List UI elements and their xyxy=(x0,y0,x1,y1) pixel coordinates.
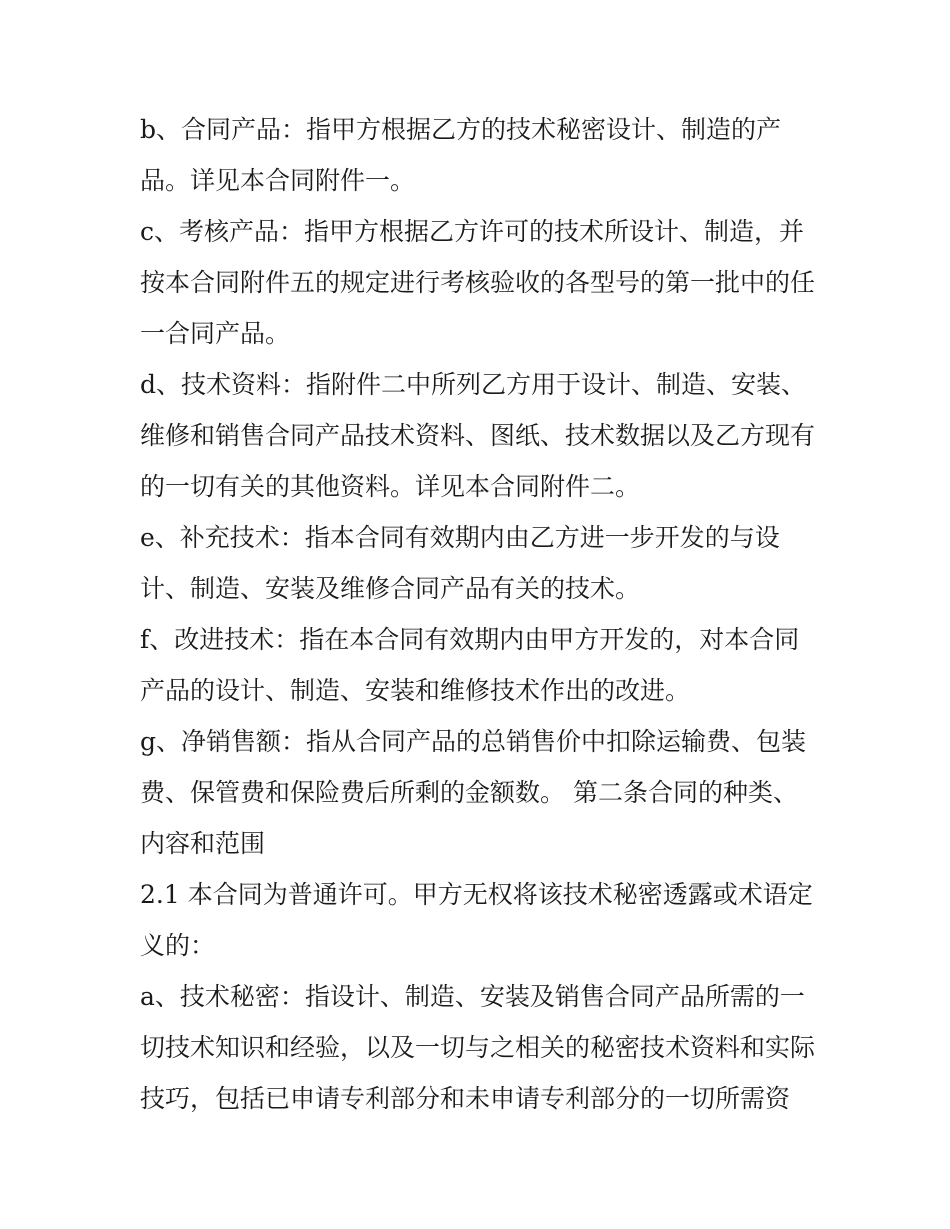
text-line-11: f、改进技术：指在本合同有效期内由甲方开发的，对本合同 xyxy=(140,625,800,654)
text-line-19: 切技术知识和经验，以及一切与之相关的秘密技术资料和实际 xyxy=(140,1033,816,1062)
text-line-10: 计、制造、安装及维修合同产品有关的技术。 xyxy=(140,574,641,603)
text-line-20: 技巧，包括已申请专利部分和未申请专利部分的一切所需资 xyxy=(140,1084,791,1113)
text-line-2: 品。详见本合同附件一。 xyxy=(140,166,416,195)
text-line-13: g、净销售额：指从合同产品的总销售价中扣除运输费、包装 xyxy=(140,727,807,756)
text-line-6: d、技术资料：指附件二中所列乙方用于设计、制造、安装、 xyxy=(140,370,807,399)
document-body xyxy=(140,104,820,1124)
text-line-8: 的一切有关的其他资料。详见本合同附件二。 xyxy=(140,472,641,501)
text-line-17: 义的： xyxy=(140,931,216,960)
text-line-3: c、考核产品：指甲方根据乙方许可的技术所设计、制造，并 xyxy=(140,217,805,246)
text-line-14: 费、保管费和保险费后所剩的金额数。 第二条合同的种类、 xyxy=(140,778,798,807)
text-line-5: 一合同产品。 xyxy=(140,319,291,348)
text-line-12: 产品的设计、制造、安装和维修技术作出的改进。 xyxy=(140,676,691,705)
text-line-15: 内容和范围 xyxy=(140,829,266,858)
text-line-9: e、补充技术：指本合同有效期内由乙方进一步开发的与设 xyxy=(140,523,780,552)
text-line-1: b、合同产品：指甲方根据乙方的技术秘密设计、制造的产 xyxy=(140,115,782,144)
text-line-7: 维修和销售合同产品技术资料、图纸、技术数据以及乙方现有 xyxy=(140,421,816,450)
text-line-4: 按本合同附件五的规定进行考核验收的各型号的第一批中的任 xyxy=(140,268,816,297)
text-line-16: 2.1 本合同为普通许可。甲方无权将该技术秘密透露或术语定 xyxy=(140,880,813,909)
text-line-18: a、技术秘密：指设计、制造、安装及销售合同产品所需的一 xyxy=(140,982,805,1011)
